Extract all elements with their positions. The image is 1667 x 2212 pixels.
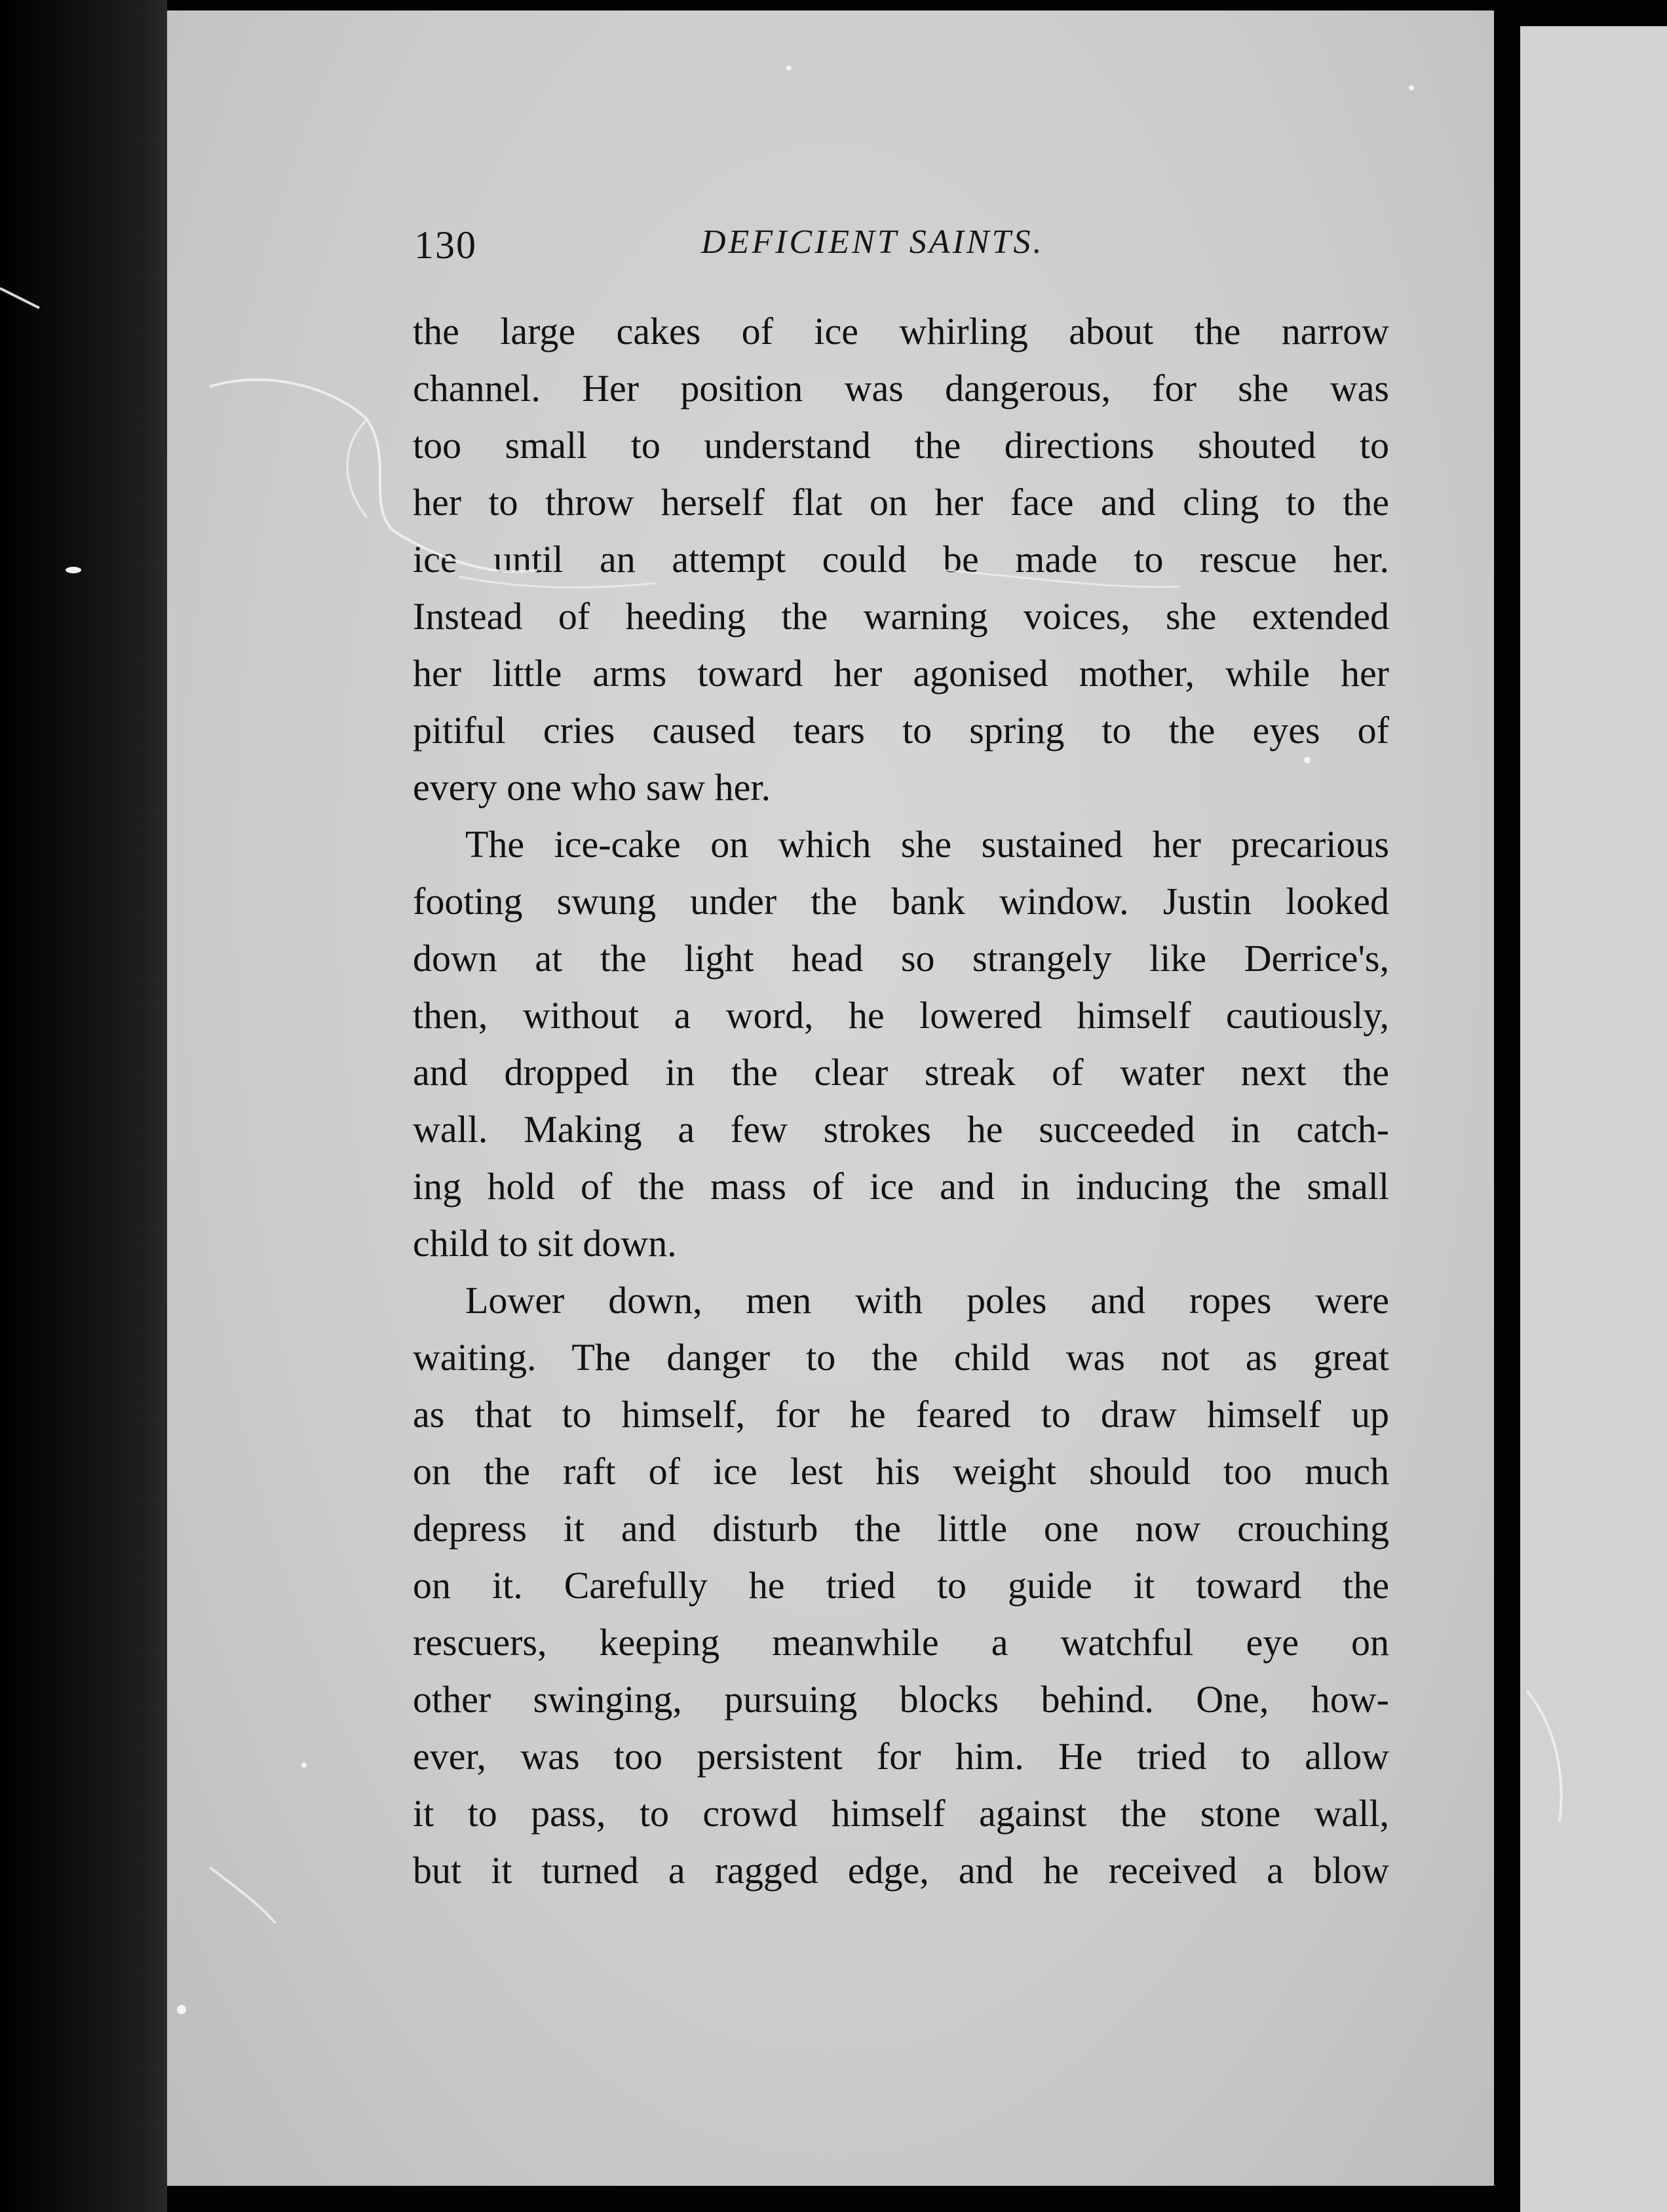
- text-line: then, without a word, he lowered himself cautiously,: [413, 994, 1389, 1037]
- text-line: The ice-cake on which she sustained her precarious: [465, 823, 1389, 866]
- paragraph: [413, 816, 1389, 1272]
- running-head: DEFICIENT SAINTS.: [701, 223, 1044, 261]
- text-line: depress it and disturb the little one now crouching: [413, 1507, 1389, 1550]
- scan-speck: [1409, 85, 1414, 90]
- text-line: Lower down, men with poles and ropes were: [465, 1279, 1389, 1322]
- text-line: ing hold of the mass of ice and in inducing the small: [413, 1165, 1389, 1208]
- text-line: down at the light head so strangely like Derrice's,: [413, 937, 1389, 980]
- page-number: 130: [414, 223, 477, 267]
- text-line: as that to himself, for he feared to draw himself up: [413, 1393, 1389, 1436]
- text-line: channel. Her position was dangerous, for she was: [413, 367, 1389, 410]
- text-line: footing swung under the bank window. Justin looked: [413, 880, 1389, 923]
- text-line: on it. Carefully he tried to guide it toward the: [413, 1564, 1389, 1607]
- text-line: every one who saw her.: [413, 766, 771, 809]
- scan-speck: [786, 66, 792, 71]
- scan-speck: [66, 567, 81, 573]
- text-line: her to throw herself flat on her face and cling to the: [413, 481, 1389, 524]
- body-text: [413, 303, 1389, 1899]
- text-line: too small to understand the directions shouted to: [413, 424, 1389, 467]
- scan-speck: [177, 2005, 186, 2014]
- text-line: pitiful cries caused tears to spring to the eyes of: [413, 709, 1389, 752]
- text-line: other swinging, pursuing blocks behind. One, how-: [413, 1678, 1389, 1721]
- text-line: the large cakes of ice whirling about the narrow: [413, 310, 1389, 353]
- text-line: on the raft of ice lest his weight should too much: [413, 1450, 1389, 1493]
- scan-speck: [1304, 757, 1311, 763]
- paragraph: [413, 303, 1389, 816]
- scan-speck: [301, 1763, 307, 1768]
- text-line: child to sit down.: [413, 1222, 677, 1265]
- text-line: her little arms toward her agonised mother, while her: [413, 652, 1389, 695]
- facing-page-edge: [1520, 26, 1667, 2212]
- text-line: ice until an attempt could be made to rescue her.: [413, 538, 1389, 581]
- text-line: ever, was too persistent for him. He tried to allow: [413, 1735, 1389, 1778]
- text-line: but it turned a ragged edge, and he received a blow: [413, 1849, 1389, 1892]
- text-line: waiting. The danger to the child was not as great: [413, 1336, 1389, 1379]
- paragraph: [413, 1272, 1389, 1899]
- text-line: and dropped in the clear streak of water next the: [413, 1051, 1389, 1094]
- text-line: it to pass, to crowd himself against the stone wall,: [413, 1792, 1389, 1835]
- book-binding-edge: [0, 0, 167, 2212]
- text-line: rescuers, keeping meanwhile a watchful eye on: [413, 1621, 1389, 1664]
- text-line: wall. Making a few strokes he succeeded in catch-: [413, 1108, 1389, 1151]
- text-line: Instead of heeding the warning voices, she extended: [413, 595, 1389, 638]
